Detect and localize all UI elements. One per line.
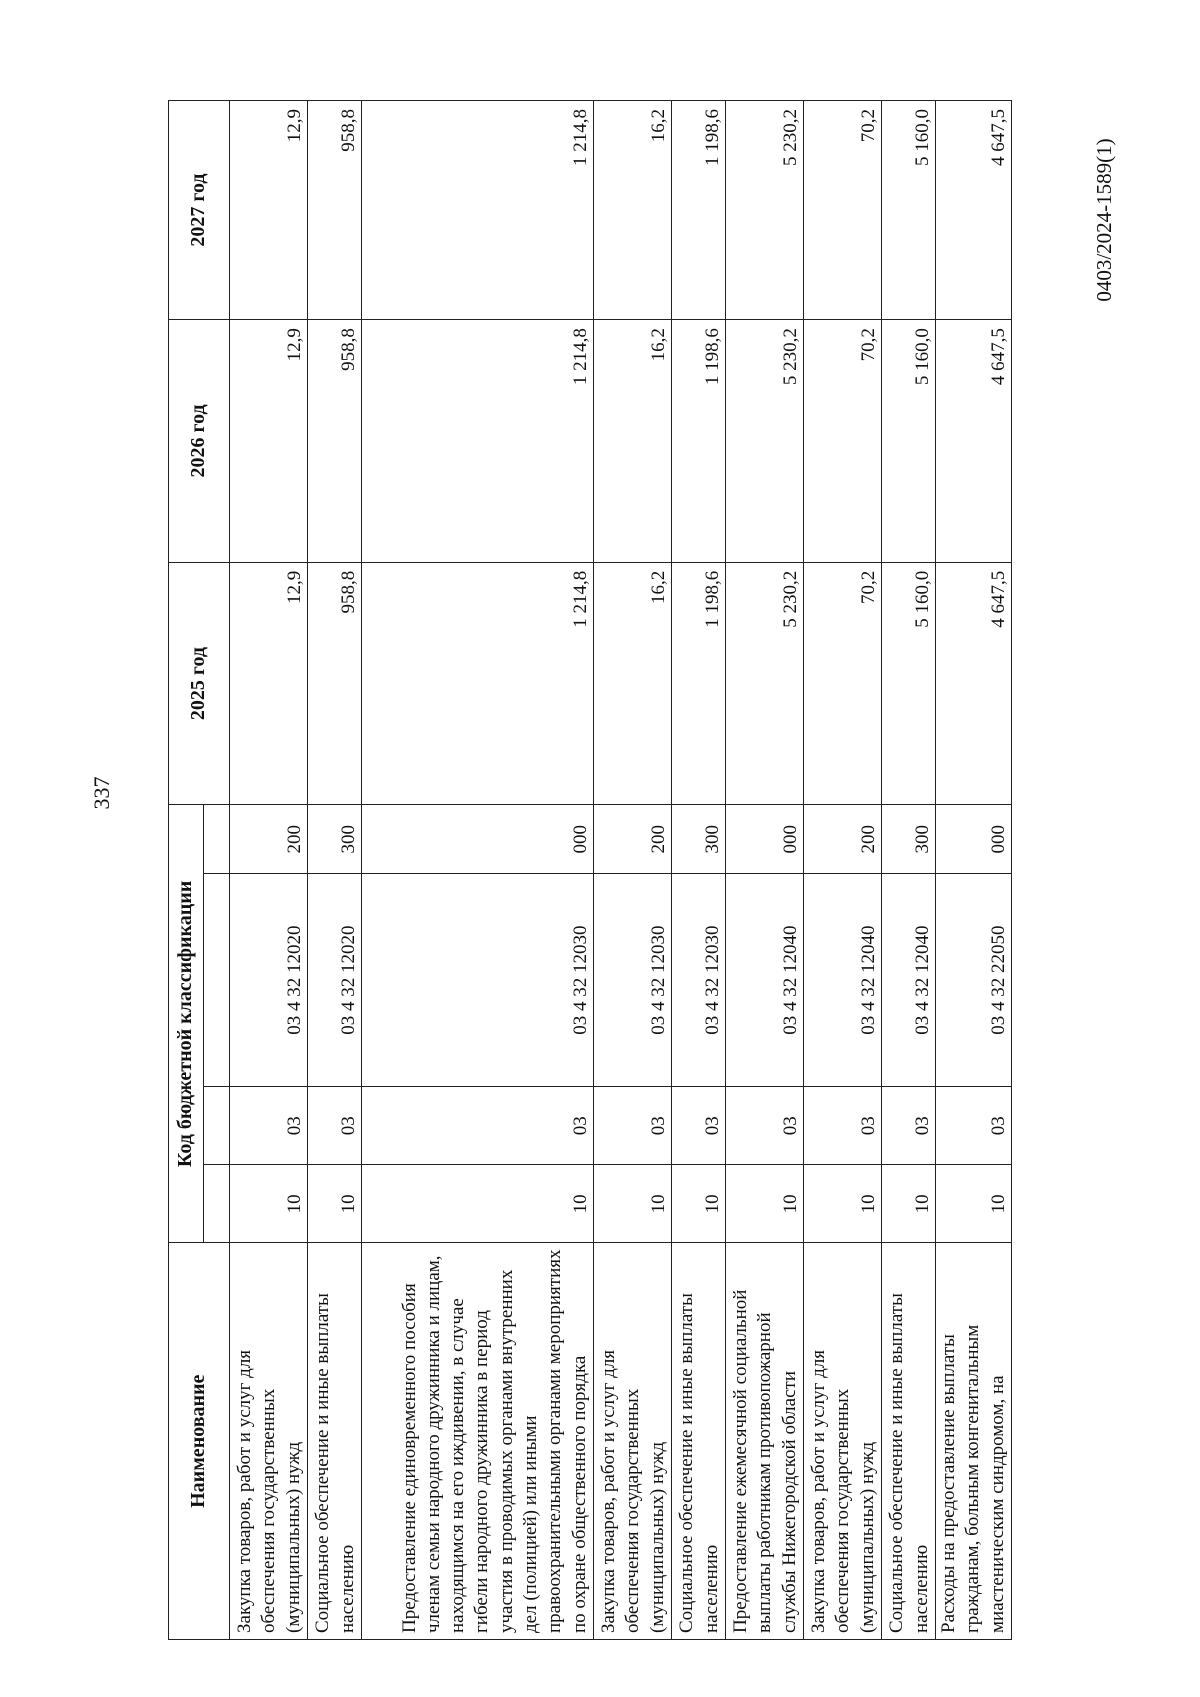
row-name: Расходы на предоставление выплаты гражданам, больным конгенитальным миастеническим синдромом, на [936,1243,1012,1640]
row-2025: 5 230,2 [726,562,804,805]
row-section: 10 [726,1165,804,1243]
row-target: 03 4 32 12040 [804,874,882,1087]
page-number: 337 [89,776,114,810]
row-target: 03 4 32 12030 [362,874,594,1087]
row-2027: 5 230,2 [726,101,804,320]
row-2027: 4 647,5 [936,101,1012,320]
document-code: 0403/2024-1589(1) [1092,138,1116,302]
row-2026: 12,9 [230,320,308,563]
table-row [230,101,308,1640]
row-target: 03 4 32 12040 [726,874,804,1087]
table-row [804,101,882,1640]
table-row [308,101,362,1640]
row-name: Социальное обеспечение и иные выплаты населению [672,1243,726,1640]
row-2025: 70,2 [804,562,882,805]
header-code-sub [204,874,230,1087]
row-target: 03 4 32 12020 [308,874,362,1087]
table-row [726,101,804,1640]
row-2026: 70,2 [804,320,882,563]
row-2025: 16,2 [594,562,672,805]
row-subsection: 03 [804,1087,882,1165]
row-2025: 1 198,6 [672,562,726,805]
row-2027: 70,2 [804,101,882,320]
row-subsection: 03 [594,1087,672,1165]
row-target: 03 4 32 12040 [882,874,936,1087]
row-target: 03 4 32 12030 [672,874,726,1087]
budget-table [168,100,1012,1640]
header-code-sub [204,1165,230,1243]
row-2027: 12,9 [230,101,308,320]
row-name: Предоставление ежемесячной социальной выплаты работникам противопожарной службы Нижегородской области [726,1243,804,1640]
row-section: 10 [882,1165,936,1243]
row-type: 000 [726,805,804,874]
row-type: 200 [594,805,672,874]
row-2026: 4 647,5 [936,320,1012,563]
table-row [882,101,936,1640]
row-2027: 5 160,0 [882,101,936,320]
row-subsection: 03 [308,1087,362,1165]
table-row [594,101,672,1640]
table-row [936,101,1012,1640]
row-2027: 958,8 [308,101,362,320]
row-section: 10 [362,1165,594,1243]
row-2026: 5 230,2 [726,320,804,563]
row-type: 300 [672,805,726,874]
row-target: 03 4 32 22050 [936,874,1012,1087]
row-section: 10 [672,1165,726,1243]
row-name: Социальное обеспечение и иные выплаты населению [882,1243,936,1640]
row-2025: 5 160,0 [882,562,936,805]
row-type: 200 [230,805,308,874]
row-section: 10 [230,1165,308,1243]
row-subsection: 03 [672,1087,726,1165]
header-2027: 2027 год [169,101,230,320]
table-row [672,101,726,1640]
row-2027: 1 198,6 [672,101,726,320]
row-subsection: 03 [936,1087,1012,1165]
row-type: 300 [308,805,362,874]
row-2026: 1 198,6 [672,320,726,563]
row-2026: 958,8 [308,320,362,563]
header-code: Код бюджетной классификации [169,805,204,1243]
header-2025: 2025 год [169,562,230,805]
row-type: 200 [804,805,882,874]
row-name: Закупка товаров, работ и услуг для обеспечения государственных (муниципальных) нужд [230,1243,308,1640]
row-subsection: 03 [726,1087,804,1165]
row-section: 10 [804,1165,882,1243]
header-2026: 2026 год [169,320,230,563]
table-row [362,101,594,1640]
row-2025: 4 647,5 [936,562,1012,805]
row-2026: 1 214,8 [362,320,594,563]
row-name: Закупка товаров, работ и услуг для обеспечения государственных (муниципальных) нужд [804,1243,882,1640]
row-type: 000 [936,805,1012,874]
row-section: 10 [936,1165,1012,1243]
row-2025: 958,8 [308,562,362,805]
row-name: Закупка товаров, работ и услуг для обеспечения государственных (муниципальных) нужд [594,1243,672,1640]
row-2026: 16,2 [594,320,672,563]
row-2025: 12,9 [230,562,308,805]
row-2025: 1 214,8 [362,562,594,805]
header-code-sub [204,805,230,874]
row-subsection: 03 [230,1087,308,1165]
row-subsection: 03 [362,1087,594,1165]
row-target: 03 4 32 12030 [594,874,672,1087]
row-target: 03 4 32 12020 [230,874,308,1087]
row-2026: 5 160,0 [882,320,936,563]
row-subsection: 03 [882,1087,936,1165]
row-2027: 16,2 [594,101,672,320]
header-name: Наименование [169,1243,230,1640]
header-code-sub [204,1087,230,1165]
budget-table-rotated [168,100,1036,1640]
row-section: 10 [308,1165,362,1243]
row-name: Социальное обеспечение и иные выплаты населению [308,1243,362,1640]
row-name: Предоставление единовременного пособия членам семьи народного дружинника и лицам, находящимся на его иждивении, в случае гибели народного дружинника в период участия в проводимых органами внутренних дел (полицией) или иными правоохранительными органами мероприятиях по охране общественного порядка [362,1243,594,1640]
row-type: 000 [362,805,594,874]
row-type: 300 [882,805,936,874]
row-2027: 1 214,8 [362,101,594,320]
row-section: 10 [594,1165,672,1243]
